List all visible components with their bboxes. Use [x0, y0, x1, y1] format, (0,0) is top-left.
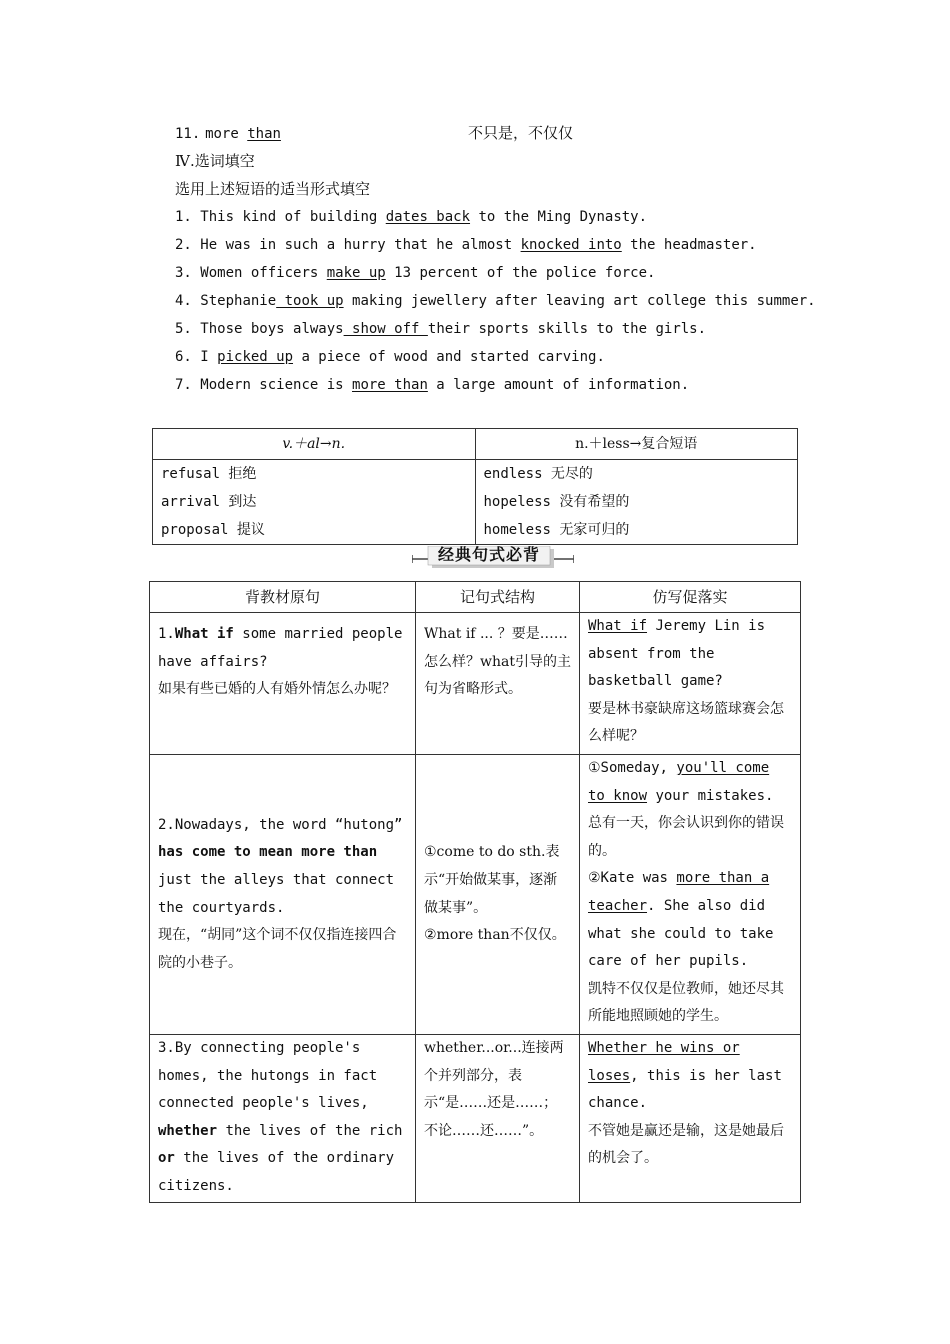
answer-blank: knocked into: [520, 237, 622, 253]
table-cell: [475, 460, 798, 545]
imitation-cell: What if Jeremy Lin is absent from the basketball game? 要是林书豪缺席这场篮球赛会怎么样呢？: [580, 613, 801, 755]
sentence-item: 7. Modern science is more than a large amount of information.: [175, 377, 690, 393]
original-sentence-cell: 3.By connecting people's homes, the hutongs in fact connected people's lives, whether the lives of the rich or the lives of the ordinary citizens.: [150, 1035, 416, 1203]
sentence-item: 6. I picked up a piece of wood and started carving.: [175, 349, 605, 365]
imitation-cell: Whether he wins or loses, this is her last chance. 不管她是赢还是输，这是她最后的机会了。: [580, 1035, 801, 1203]
phrase-answer: than: [247, 126, 281, 142]
translation: 现在，“胡同”这个词不仅仅指连接四合院的小巷子。: [158, 927, 397, 971]
translation: 如果有些已婚的人有婚外情怎么办呢？: [158, 681, 396, 698]
sentence-item: 3. Women officers make up 13 percent of the police force.: [175, 265, 656, 281]
original-sentence-cell: 2.Nowadays, the word “hutong” has come to mean more than just the alleys that connect the courtyards. 现在，“胡同”这个词不仅仅指连接四合院的小巷子。: [150, 755, 416, 1035]
section-heading: Ⅳ.选词填空: [175, 152, 255, 170]
table-cell: [153, 460, 476, 545]
table-header: v.＋al→n.: [153, 429, 476, 460]
structure-cell: What if ... ？要是……怎么样？what引导的主句为省略形式。: [416, 613, 580, 755]
list-item: endless 无尽的: [483, 466, 593, 482]
translation: 不管她是赢还是输，这是她最后的机会了。: [588, 1122, 784, 1167]
list-item: arrival 到达: [161, 494, 257, 510]
answer-blank: make up: [326, 265, 386, 281]
answer-blank: more than: [352, 377, 428, 393]
imitation-cell: ①Someday, you'll come to know your mistakes. 总有一天，你会认识到你的错误的。 ②Kate was more than a teacher. She also did what she could to take care of her pupils. 凯特不仅仅是位教师，她还尽其所能地照顾她的学生。: [580, 755, 801, 1035]
answer-blank: picked up: [217, 349, 294, 365]
answer-blank: show off: [343, 321, 428, 337]
table-header: 背教材原句: [150, 582, 416, 613]
sentence-pattern-table: [149, 581, 801, 1203]
structure-cell: whether...or...连接两个并列部分，表示“是……还是……；不论……还……”。: [416, 1035, 580, 1203]
table-header: 记句式结构: [416, 582, 580, 613]
translation: 要是林书豪缺席这场篮球赛会怎么样呢？: [588, 700, 784, 745]
list-item: proposal 提议: [161, 522, 265, 538]
translation: 凯特不仅仅是位教师，她还尽其所能地照顾她的学生。: [588, 980, 784, 1025]
sentence-item: 4. Stephanie took up making jewellery after leaving art college this summer.: [175, 293, 816, 309]
answer-blank: took up: [276, 293, 344, 309]
table-header: n.＋less→复合短语: [475, 429, 798, 460]
answer-blank: dates back: [385, 209, 471, 225]
list-item: homeless 无家可归的: [483, 522, 630, 538]
item-number: 11.: [175, 126, 201, 142]
vocab-item-11: [175, 119, 574, 147]
phrase-text: more: [205, 126, 248, 142]
sentence-item: 2. He was in such a hurry that he almost knocked into the headmaster.: [175, 237, 757, 253]
banner-title: 经典句式必背: [437, 545, 540, 564]
phrase-meaning: 不只是，不仅仅: [468, 124, 574, 142]
list-item: hopeless 没有希望的: [483, 494, 630, 510]
table-header: 仿写促落实: [580, 582, 801, 613]
sentence-item: 1. This kind of building dates back to the Ming Dynasty.: [175, 209, 648, 225]
list-item: refusal 拒绝: [161, 466, 257, 482]
instruction: 选用上述短语的适当形式填空: [175, 180, 371, 198]
word-formation-table: [152, 428, 798, 545]
sentence-item: 5. Those boys always show off their sports skills to the girls.: [175, 321, 707, 337]
translation: 总有一天，你会认识到你的错误的。: [588, 815, 784, 859]
original-sentence-cell: 1.What if some married people have affairs? 如果有些已婚的人有婚外情怎么办呢？: [150, 613, 416, 755]
structure-cell: ①come to do sth.表示“开始做某事，逐渐做某事”。 ②more than不仅仅。: [416, 755, 580, 1035]
